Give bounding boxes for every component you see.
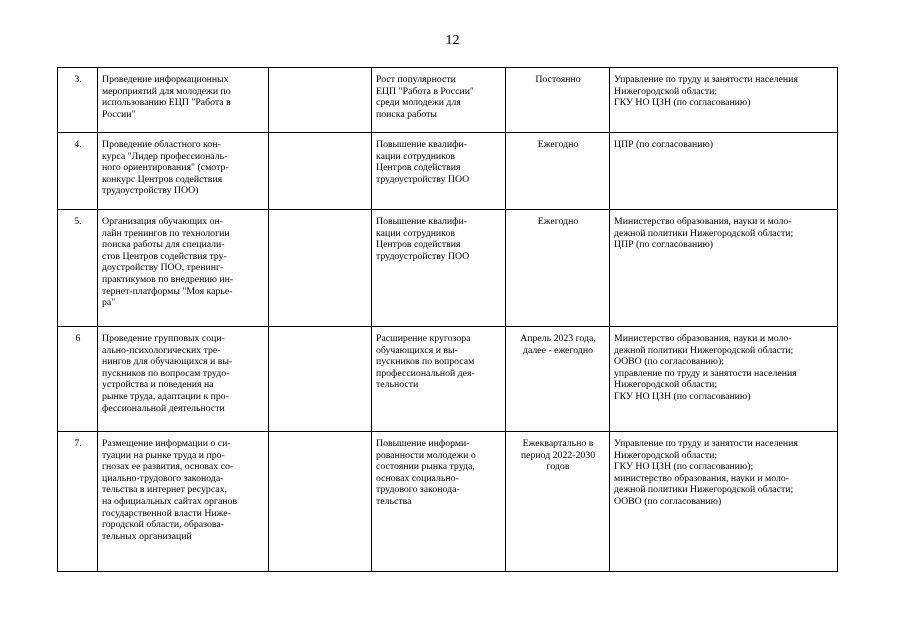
result-cell: Рост популярности ЕЦП "Работа в России" среди молодежи для поиска работы [372, 68, 506, 133]
period-cell: Постоянно [506, 68, 610, 133]
activity-cell: Организация обучающих он- лайн тренингов по технологии поиска работы для специали- стов Центров содействия тру- доустройству ПОО, тренинг- практикумов по внедрению ин- тернет-платформы "Моя карье- ра" [98, 210, 269, 327]
row-number: 3. [58, 68, 98, 133]
period-cell: Апрель 2023 года, далее - ежегодно [506, 327, 610, 432]
blank-cell [269, 210, 372, 327]
row-number: 4. [58, 133, 98, 210]
table-row [58, 432, 838, 572]
table-row [58, 133, 838, 210]
plan-table [57, 67, 838, 572]
row-number: 6 [58, 327, 98, 432]
responsible-cell: ЦПР (по согласованию) [610, 133, 838, 210]
blank-cell [269, 133, 372, 210]
blank-cell [269, 432, 372, 572]
responsible-cell: Министерство образования, науки и моло- дежной политики Нижегородской области; ООВО (по согласованию); управление по труду и занятости населения Нижегородской области; ГКУ НО ЦЗН (по согласованию) [610, 327, 838, 432]
result-cell: Расширение кругозора обучающихся и вы- пускников по вопросам профессиональной дея- тельности [372, 327, 506, 432]
table-row [58, 210, 838, 327]
activity-cell: Размещение информации о си- туации на рынке труда и про- гнозах ее развития, основах со- циально-трудового законода- тельства в интернет ресурсах, на официальных сайтах органов государственной власти Ниже- городской области, образова- тельных организаций [98, 432, 269, 572]
responsible-cell: Управление по труду и занятости населения Нижегородской области; ГКУ НО ЦЗН (по согласованию); министерство образования, науки и моло- дежной политики Нижегородской области; ООВО (по согласованию) [610, 432, 838, 572]
responsible-cell: Министерство образования, науки и моло- дежной политики Нижегородской области; ЦПР (по согласованию) [610, 210, 838, 327]
activity-cell: Проведение информационных мероприятий для молодежи по использованию ЕЦП "Работа в России" [98, 68, 269, 133]
period-cell: Ежегодно [506, 210, 610, 327]
period-cell: Ежеквартально в период 2022-2030 годов [506, 432, 610, 572]
activity-cell: Проведение областного кон- курса "Лидер профессиональ- ного ориентирования" (смотр- конкурс Центров содействия трудоустройству ПОО) [98, 133, 269, 210]
blank-cell [269, 68, 372, 133]
result-cell: Повышение квалифи- кации сотрудников Центров содействия трудоустройству ПОО [372, 210, 506, 327]
result-cell: Повышение квалифи- кации сотрудников Центров содействия трудоустройству ПОО [372, 133, 506, 210]
table-row [58, 68, 838, 133]
result-cell: Повышение информи- рованности молодежи о состоянии рынка труда, основах социально- трудового законода- тельства [372, 432, 506, 572]
row-number: 5. [58, 210, 98, 327]
activity-cell: Проведение групповых соци- ально-психологических тре- нингов для обучающихся и вы- пускников по вопросам трудо- устройства и поведения на рынке труда, адаптации к про- фессиональной деятельности [98, 327, 269, 432]
period-cell: Ежегодно [506, 133, 610, 210]
page-number: 12 [445, 33, 460, 48]
responsible-cell: Управление по труду и занятости населения Нижегородской области; ГКУ НО ЦЗН (по согласованию) [610, 68, 838, 133]
blank-cell [269, 327, 372, 432]
table-row [58, 327, 838, 432]
row-number: 7. [58, 432, 98, 572]
